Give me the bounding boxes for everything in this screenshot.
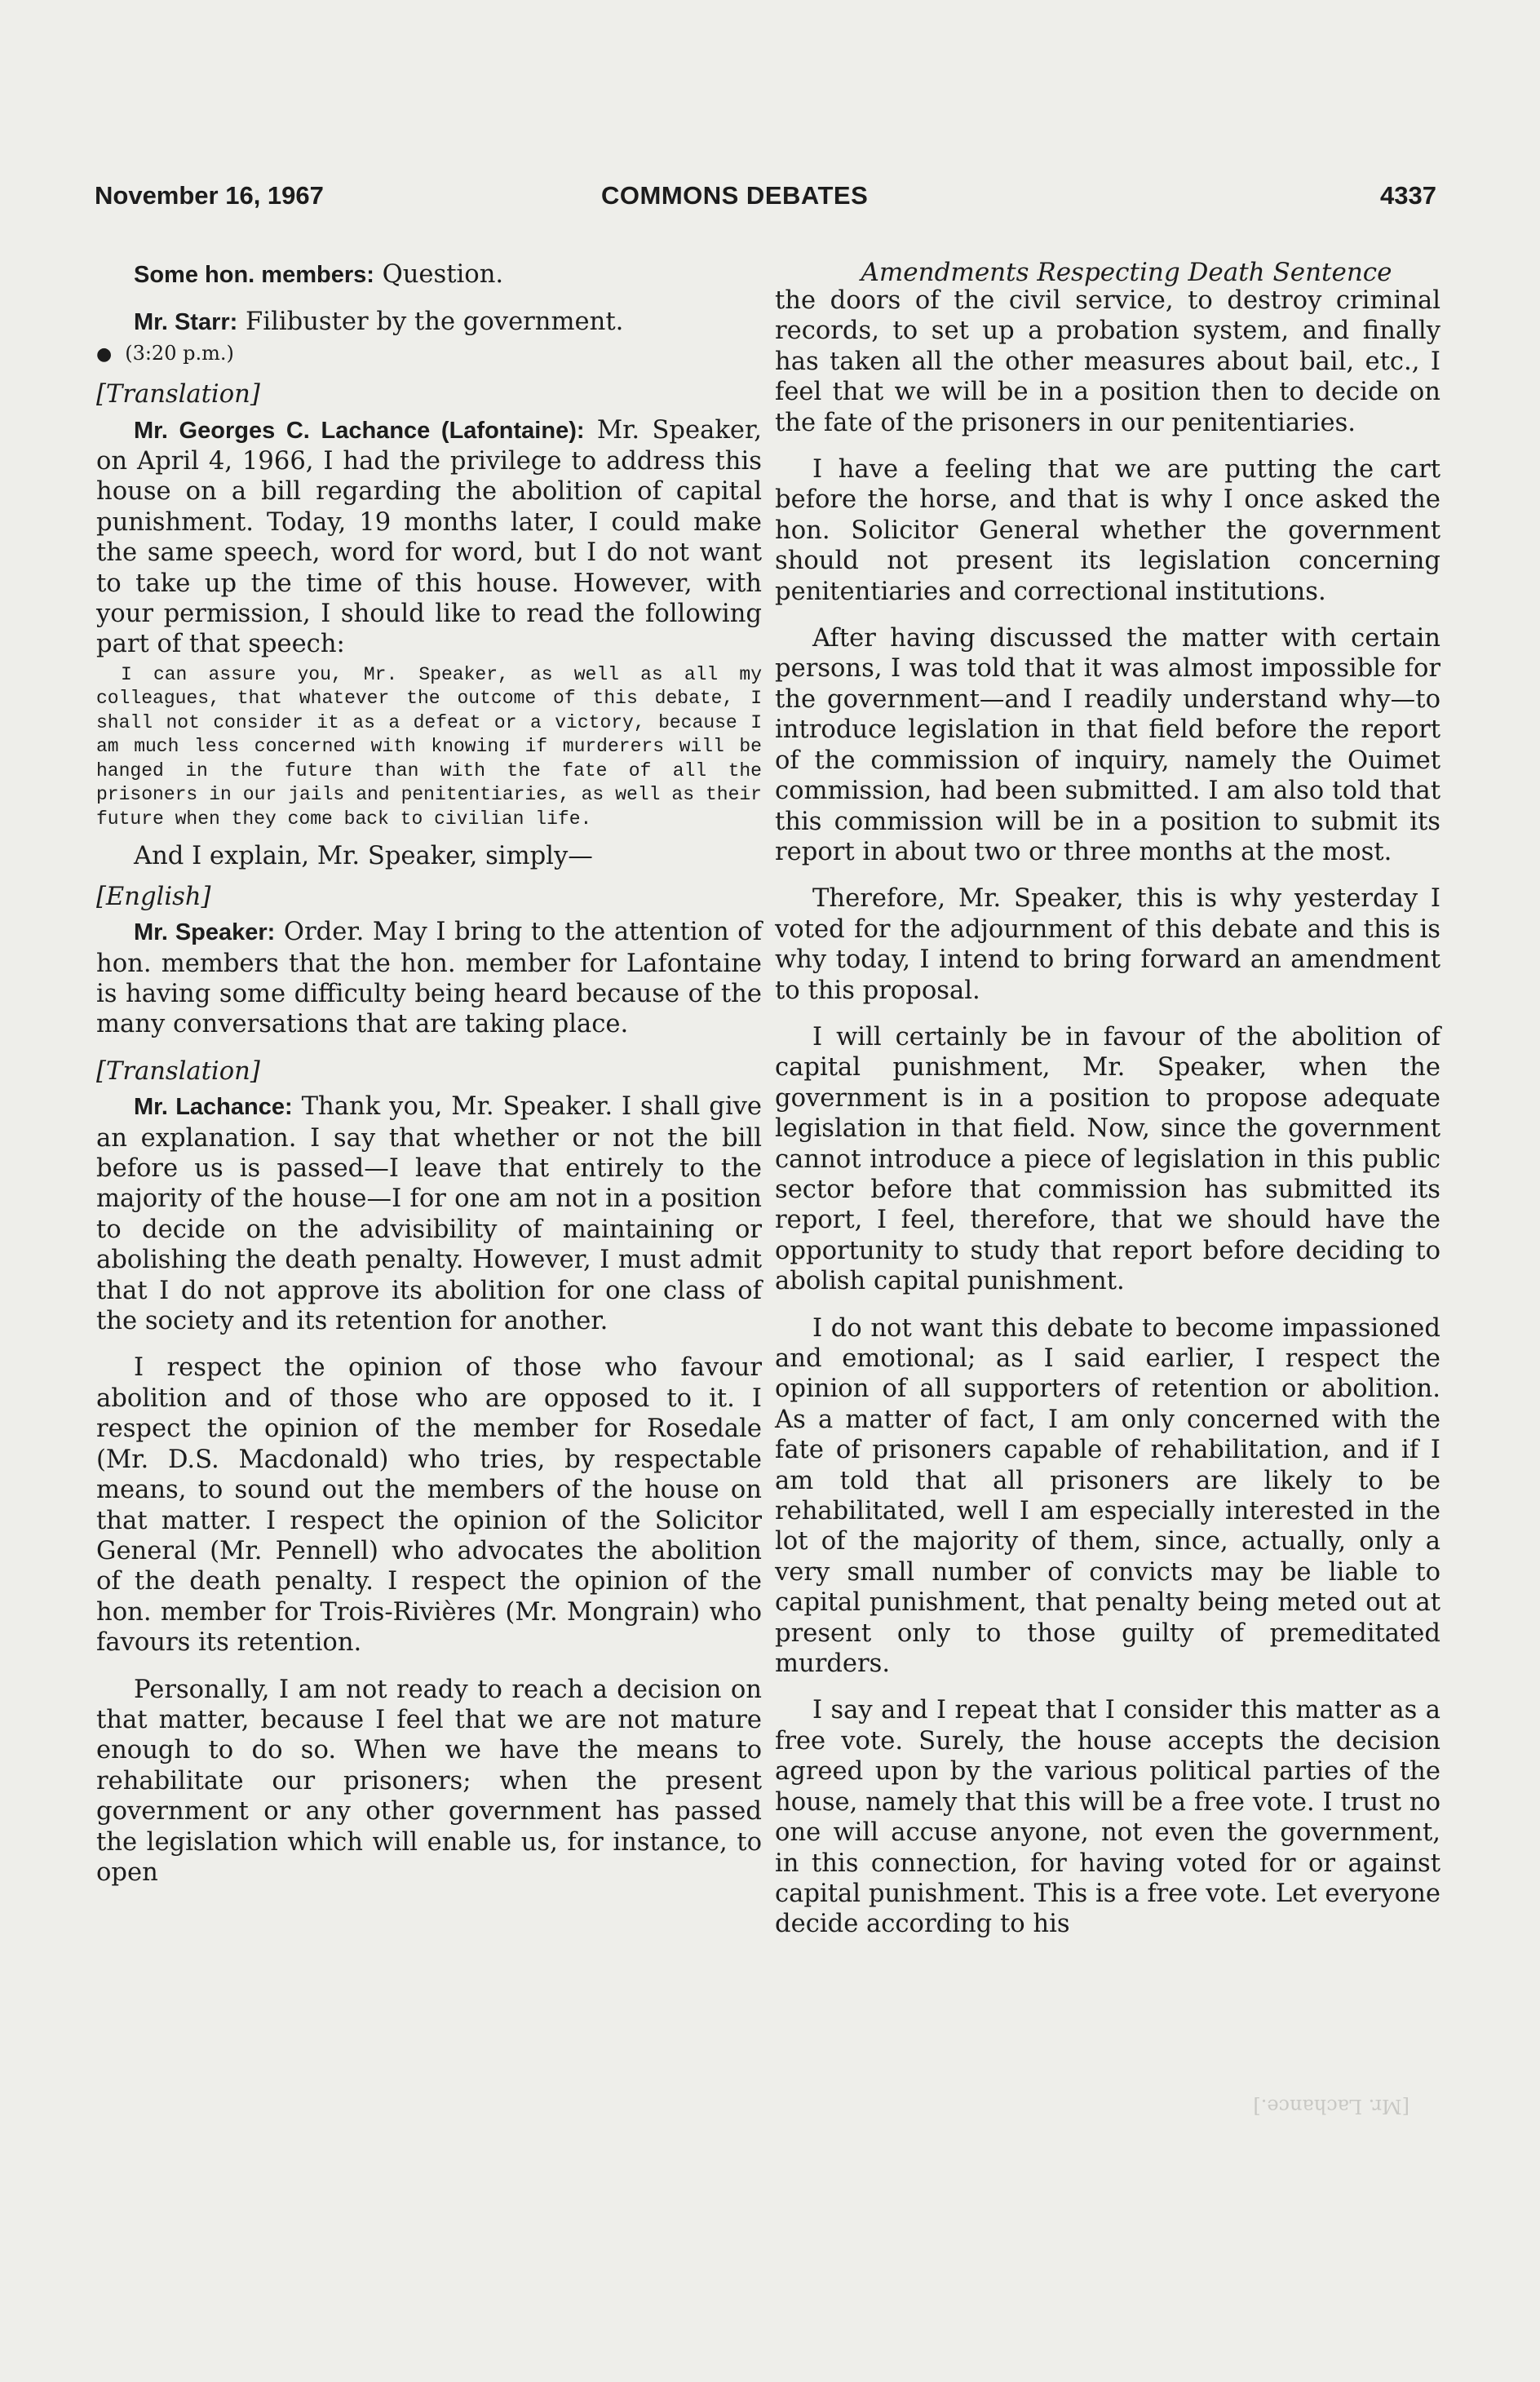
- speaker-name: Mr. Speaker:: [134, 919, 276, 946]
- paragraph: the doors of the civil service, to destroy criminal records, to set up a probation system, and finally has taken all the other measures about bail, etc., I feel that we will be in a position then to decide on the fate of the prisoners in our penitentiaries.: [775, 286, 1440, 437]
- speaker-name: Mr. Starr:: [134, 309, 238, 336]
- running-head: [95, 181, 1436, 217]
- header-date: November 16, 1967: [95, 181, 324, 210]
- timestamp: [96, 339, 762, 370]
- language-marker: [English]: [96, 882, 211, 911]
- bullet-icon: ●: [96, 343, 113, 365]
- paragraph: I will certainly be in favour of the abolition of capital punishment, Mr. Speaker, when the government is in a position to propose adequate legislation in that field. Now, since the government cannot introduce a piece of legislation in this public sector before that commission has submitted its report, I feel, therefore, that we should have the opportunity to study that report before deciding to abolish capital punishment.: [775, 1022, 1440, 1296]
- speech-text: Order. May I bring to the attention of hon. members that the hon. member for Lafontaine is having some difficulty being heard because of the many conversations that are taking place.: [96, 918, 763, 1039]
- speech-text: Mr. Speaker, on April 4, 1966, I had the privilege to address this house on a bill regarding the abolition of capital punishment. Today, 19 months later, I could make the same speech, word for word, but I do not want to take up the time of this house. However, with your permission, I should like to read the following part of that speech:: [96, 415, 762, 659]
- paragraph: Therefore, Mr. Speaker, this is why yesterday I voted for the adjournment of this debate and this is why today, I intend to bring forward an amendment to this proposal.: [775, 884, 1440, 1005]
- publication-title: COMMONS DEBATES: [601, 181, 869, 210]
- speaker-name: Some hon. members:: [134, 262, 374, 288]
- paragraph: [96, 917, 762, 1040]
- quoted-passage: I can assure you, Mr. Speaker, as well as all my colleagues, that whatever the outcome of this debate, I shall not consider it as a defeat or a victory, because I am much less concerned with knowing if murderers will be hanged in the future than with the fate of all the prisoners in our jails and penitentiaries, as well as their future when they come back to civilian life.: [96, 663, 762, 830]
- paragraph: And I explain, Mr. Speaker, simply—: [134, 842, 593, 871]
- paragraph: [96, 307, 762, 338]
- right-column: [775, 259, 1440, 1940]
- paragraph: I say and I repeat that I consider this matter as a free vote. Surely, the house accepts the decision agreed upon by the various political parties of the house, namely that this will be a free vote. I trust no one will accuse anyone, not even the government, in this connection, for having voted for or against capital punishment. This is a free vote. Let everyone decide according to his: [775, 1696, 1440, 1939]
- catchline: [Mr. Lachance.]: [1253, 2095, 1409, 2118]
- speaker-name: Mr. Lachance:: [134, 1094, 293, 1121]
- paragraph: After having discussed the matter with certain persons, I was told that it was almost impossible for the government—and I readily understand why—to introduce legislation in that field before the report of the commission of inquiry, namely the Ouimet commission, had been submitted. I am also told that this commission will be in a position to submit its report in about two or three months at the most.: [775, 624, 1440, 866]
- timestamp-text: (3:20 p.m.): [125, 341, 234, 365]
- left-column: [96, 259, 762, 1888]
- page-number: 4337: [1380, 181, 1436, 210]
- speech-text: Thank you, Mr. Speaker. I shall give an explanation. I say that whether or not the bill before us is passed—I leave that entirely to the majority of the house—I for one am not in a position to decide on the advisibility of maintaining or abolishing the death penalty. However, I must admit that I do not approve its abolition for one class of the society and its retention for another.: [96, 1092, 762, 1336]
- section-heading: Amendments Respecting Death Sentence: [861, 258, 1392, 287]
- paragraph: [96, 259, 762, 290]
- speech-text: Filibuster by the government.: [237, 308, 624, 337]
- paragraph: [96, 1091, 762, 1336]
- translation-marker: [Translation]: [96, 380, 260, 410]
- paragraph: I have a feeling that we are putting the cart before the horse, and that is why I once asked the hon. Solicitor General whether the government should not present its legislation concerning penitentiaries and correctional institutions.: [775, 455, 1440, 606]
- paragraph: [96, 415, 762, 660]
- paragraph: I do not want this debate to become impassioned and emotional; as I said earlier, I respect the opinion of all supporters of retention or abolition. As a matter of fact, I am only concerned with the fate of prisoners capable of rehabilitation, and if I am told that all prisoners are likely to be rehabilitated, well I am especially interested in the lot of the majority of them, since, actually, only a very small number of convicts may be liable to capital punishment, that penalty being meted out at present only to those guilty of premeditated murders.: [775, 1313, 1440, 1679]
- paragraph: I respect the opinion of those who favour abolition and of those who are opposed to it. I respect the opinion of the member for Rosedale (Mr. D.S. Macdonald) who tries, by respectable means, to sound out the members of the house on that matter. I respect the opinion of the Solicitor General (Mr. Pennell) who advocates the abolition of the death penalty. I respect the opinion of the hon. member for Trois-Rivières (Mr. Mongrain) who favours its retention.: [96, 1353, 762, 1658]
- paragraph: Personally, I am not ready to reach a decision on that matter, because I feel that we are not mature enough to do so. When we have the means to rehabilitate our prisoners; when the present government or any other government has passed the legislation which will enable us, for instance, to open: [96, 1675, 762, 1887]
- translation-marker: [Translation]: [96, 1056, 260, 1086]
- speech-text: Question.: [374, 260, 504, 289]
- speaker-name: Mr. Georges C. Lachance (Lafontaine):: [134, 417, 585, 444]
